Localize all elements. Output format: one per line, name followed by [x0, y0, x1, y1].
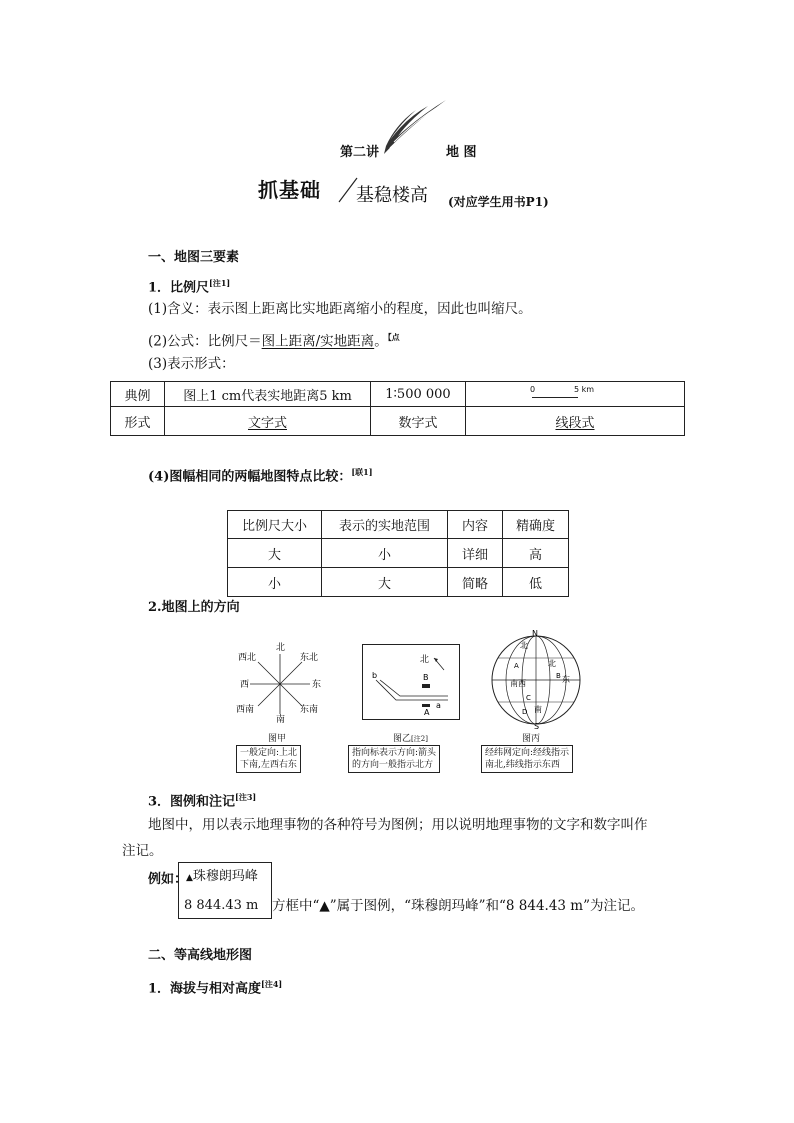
svg-text:西: 西: [518, 679, 526, 688]
legend-paragraph: 地图中，用以表示地理事物的各种符号为图例；用以说明地理事物的文字和数字叫作: [148, 817, 648, 833]
svg-text:b: b: [372, 671, 378, 680]
example-explanation: 方框中“▲”属于图例，“珠穆朗玛峰”和“8 844.43 m”为注记。: [272, 898, 645, 914]
item1-title: [148, 275, 230, 296]
section2-item1-title: [148, 976, 282, 997]
legend-paragraph-end: 注记。: [122, 843, 163, 859]
fig-bing-caption: 图丙: [522, 734, 541, 744]
fig-yi-caption-text: 图乙: [393, 734, 412, 744]
compare-title-text: (4)图幅相同的两幅地图特点比较：: [148, 469, 352, 485]
compass-label: 西: [240, 680, 250, 690]
example-prefix: 例如：: [148, 872, 188, 887]
table-row: [228, 539, 569, 568]
item3-note: [注3]: [235, 792, 257, 802]
graticule-globe-figure: [484, 628, 588, 730]
table-row: [228, 568, 569, 597]
compare-header: 表示的实地范围: [322, 511, 448, 539]
compare-header: 精确度: [503, 511, 569, 539]
fig-bing-note-line: 经纬网定向:经线指示: [485, 748, 570, 758]
pointer-figure: [362, 644, 460, 720]
scale-bar: [530, 383, 620, 405]
form-text-type: 文字式: [247, 415, 287, 431]
formula-body: 图上距离/实地距离: [261, 333, 375, 350]
fig-bing-note-box: [481, 745, 573, 773]
compass-label: 东北: [300, 653, 319, 663]
section2-item1-note: [注4]: [261, 979, 283, 989]
scale-bar-right: 5 km: [574, 385, 595, 394]
compass-rose-figure: [232, 636, 328, 728]
fig-yi-note-line: 的方向一般指示北方: [352, 760, 434, 770]
item3-title: [148, 789, 256, 810]
svg-text:S: S: [534, 722, 540, 730]
svg-text:南: 南: [510, 679, 518, 688]
svg-text:a: a: [436, 701, 441, 710]
svg-text:东: 东: [562, 675, 570, 684]
north-pointer-label: 北: [420, 655, 430, 665]
svg-text:A: A: [514, 662, 519, 670]
fig-yi-note-box: [348, 745, 440, 773]
forms-row2-head: 形式: [111, 407, 165, 436]
svg-text:A: A: [424, 708, 430, 717]
fig-yi-note-line: 指向标表示方向:箭头: [352, 748, 437, 758]
item2-title: 2.地图上的方向: [148, 600, 240, 615]
forms-title: (3)表示形式：: [148, 356, 235, 372]
item3-title-text: 3．图例和注记: [148, 794, 236, 810]
compare-cell: 高: [503, 539, 569, 568]
fig-bing-note-line: 南北,纬线指示东西: [485, 760, 560, 770]
formula-suffix: 。: [374, 333, 388, 350]
feather-logo-icon: [380, 96, 450, 158]
fig-jia-caption: 图甲: [268, 734, 287, 744]
forms-example-number: 1∶500 000: [371, 382, 466, 407]
compass-label: 西南: [236, 705, 255, 715]
section1-title: 一、地图三要素: [148, 250, 240, 265]
compass-label: 西北: [238, 653, 257, 663]
svg-text:北: 北: [548, 659, 556, 668]
fig-yi-caption: [393, 731, 428, 744]
compare-cell: 小: [322, 539, 448, 568]
form-bar-type: 线段式: [555, 415, 595, 431]
compare-header: 内容: [448, 511, 503, 539]
scale-bar-line: [532, 397, 578, 398]
form-number-type: 数字式: [398, 415, 438, 431]
svg-text:南: 南: [534, 705, 542, 714]
compare-cell: 小: [228, 568, 322, 597]
svg-text:N: N: [532, 629, 538, 638]
compass-label: 南: [276, 715, 286, 725]
item1-note: [注1]: [209, 278, 231, 288]
item1-title-text: 1．比例尺: [148, 280, 210, 296]
lesson-topic: 地 图: [446, 145, 477, 160]
fig-jia-note-line: 一般定向:上北: [240, 748, 298, 758]
peak-name: 珠穆朗玛峰: [192, 869, 258, 884]
compare-cell: 大: [228, 539, 322, 568]
compass-label: 北: [276, 643, 286, 653]
svg-text:北: 北: [520, 641, 528, 650]
svg-text:B: B: [423, 673, 429, 682]
forms-example-bar: [466, 382, 685, 407]
compare-table: [227, 510, 569, 597]
compare-note: [联1]: [351, 467, 373, 477]
fig-yi-note: [注2]: [411, 735, 428, 743]
compare-cell: 详细: [448, 539, 503, 568]
banner-left: 抓基础: [258, 178, 321, 202]
banner-right: 基稳楼高: [356, 185, 428, 206]
fig-jia-note-line: 下南,左西右东: [240, 760, 297, 770]
formula-prefix: (2)公式：比例尺＝: [148, 333, 262, 350]
forms-row1-head: 典例: [111, 382, 165, 407]
compare-header: 比例尺大小: [228, 511, 322, 539]
section2-item1-text: 1．海拔与相对高度: [148, 981, 262, 997]
fig-jia-note-box: [236, 745, 301, 773]
svg-text:B: B: [556, 672, 561, 680]
peak-height: 8 844.43 m: [184, 898, 259, 913]
formula-note: 【点: [387, 332, 400, 342]
compare-cell: 低: [503, 568, 569, 597]
compare-title: [148, 464, 373, 485]
compass-label: 东: [312, 680, 322, 690]
scale-formula: [148, 329, 400, 350]
scale-bar-left: 0: [530, 385, 536, 394]
example-map-box: [178, 862, 272, 919]
compass-label: 东南: [300, 705, 319, 715]
lesson-number: 第二讲: [340, 145, 380, 160]
section2-title: 二、等高线地形图: [148, 948, 253, 963]
forms-table: [110, 381, 685, 436]
banner-reference: (对应学生用书P1): [448, 195, 549, 209]
scale-meaning: (1)含义：表示图上距离比实地距离缩小的程度，因此也叫缩尺。: [148, 301, 532, 317]
svg-text:C: C: [526, 694, 531, 702]
svg-text:D: D: [522, 708, 528, 716]
peak-symbol: ▲: [186, 873, 193, 883]
compare-cell: 简略: [448, 568, 503, 597]
compare-cell: 大: [322, 568, 448, 597]
forms-example-text: 图上1 cm代表实地距离5 km: [165, 382, 371, 407]
